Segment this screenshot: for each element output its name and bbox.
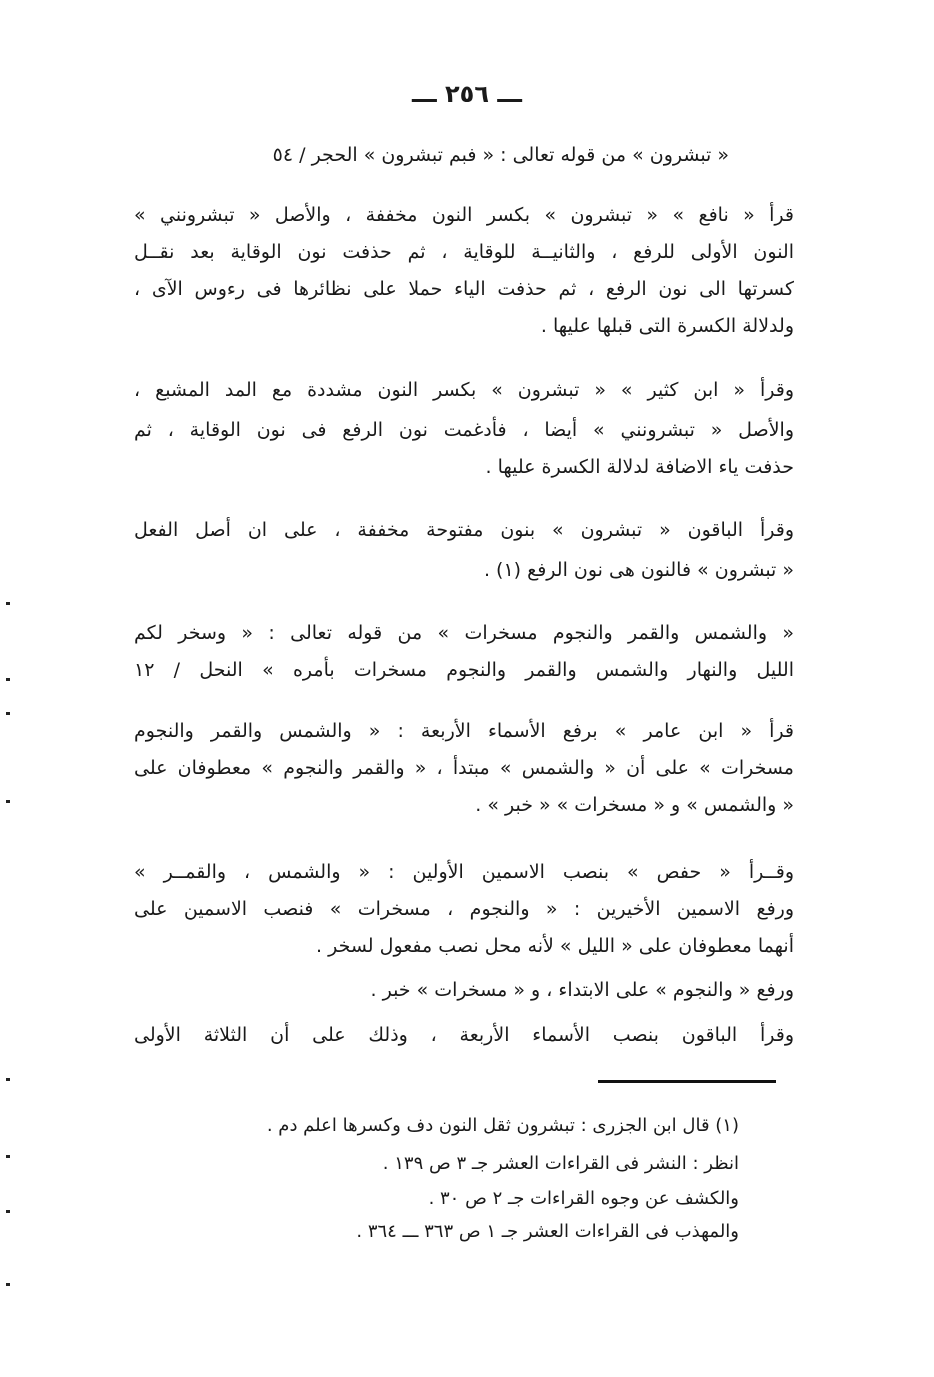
- text-line: وقرأ الباقون « تبشرون » بنون مفتوحة مخففة ، على ان أصل الفعل: [134, 519, 794, 541]
- footnote-line: والكشف عن وجوه القراءات جـ ٢ ص ٣٠ .: [428, 1188, 739, 1209]
- text-line: أنهما معطوفان على « الليل » لأنه محل نصب مفعول لسخر .: [316, 935, 794, 957]
- text-line: وقرأ « ابن كثير » « تبشرون » بكسر النون مشددة مع المد المشبع ،: [134, 379, 794, 401]
- text-line: ورفع « والنجوم » على الابتداء ، و « مسخرات » خبر .: [370, 979, 794, 1001]
- scan-mark: [6, 1078, 10, 1081]
- text-line: والأصل « تبشرونني » أيضا ، فأدغمت نون الرفع فى نون الوقاية ، ثم: [134, 419, 794, 441]
- text-line: ورفع الاسمين الأخيرين : « والنجوم ، مسخرات » فنصب الاسمين على: [134, 898, 794, 920]
- scan-mark: [6, 712, 10, 715]
- text-line: « تبشرون » فالنون هى نون الرفع (١) .: [483, 559, 794, 581]
- text-line: كسرتها الى نون الرفع ، ثم حذفت الياء حملا على نظائرها فى رءوس الآى ،: [134, 278, 794, 300]
- text-line: « والشمس » و « مسخرات » « خبر » .: [475, 794, 794, 816]
- scan-mark: [6, 678, 10, 681]
- text-line: الليل والنهار والشمس والقمر والنجوم مسخرات بأمره » النحل / ١٢: [134, 659, 794, 681]
- footnote-separator: [598, 1080, 776, 1083]
- text-line: وقرأ الباقون بنصب الأسماء الأربعة ، وذلك على أن الثلاثة الأولى: [134, 1024, 794, 1046]
- scan-mark: [6, 800, 10, 803]
- footnote-line: (١) قال ابن الجزرى : تبشرون ثقل النون دف وكسرها اعلم دم .: [266, 1115, 739, 1136]
- text-line: حذفت ياء الاضافة لدلالة الكسرة عليها .: [485, 456, 794, 478]
- text-line: النون الأولى للرفع ، والثانيــة للوقاية ، ثم حذفت نون الوقاية بعد نقــل: [134, 241, 794, 263]
- footnote-line: والمهذب فى القراءات العشر جـ ١ ص ٣٦٣ ـــ ٣٦٤ .: [356, 1221, 739, 1242]
- text-line: « والشمس والقمر والنجوم مسخرات » من قوله تعالى : « وسخر لكم: [134, 622, 794, 644]
- scan-mark: [6, 1155, 10, 1158]
- scan-mark: [6, 602, 10, 605]
- page-number: ـــ ٢٥٦ ـــ: [412, 80, 522, 108]
- text-line: قرأ « نافع » « تبشرون » بكسر النون مخففة ، والأصل « تبشرونني »: [134, 204, 794, 226]
- footnote-line: انظر : النشر فى القراءات العشر جـ ٣ ص ١٣٩ .: [382, 1153, 739, 1174]
- scan-mark: [6, 1283, 10, 1286]
- scan-mark: [6, 1210, 10, 1213]
- text-line: ولدلالة الكسرة التى قبلها عليها .: [540, 315, 794, 337]
- text-line: وقــرأ « حفص » بنصب الاسمين الأولين : « والشمس ، والقمــر »: [134, 861, 794, 883]
- text-line: قرأ « ابن عامر » برفع الأسماء الأربعة : « والشمس والقمر والنجوم: [134, 720, 794, 742]
- text-line: مسخرات » على أن « والشمس » مبتدأ ، « والقمر والنجوم » معطوفان على: [134, 757, 794, 779]
- text-line: « تبشرون » من قوله تعالى : « فبم تبشرون » الحجر / ٥٤: [272, 144, 729, 166]
